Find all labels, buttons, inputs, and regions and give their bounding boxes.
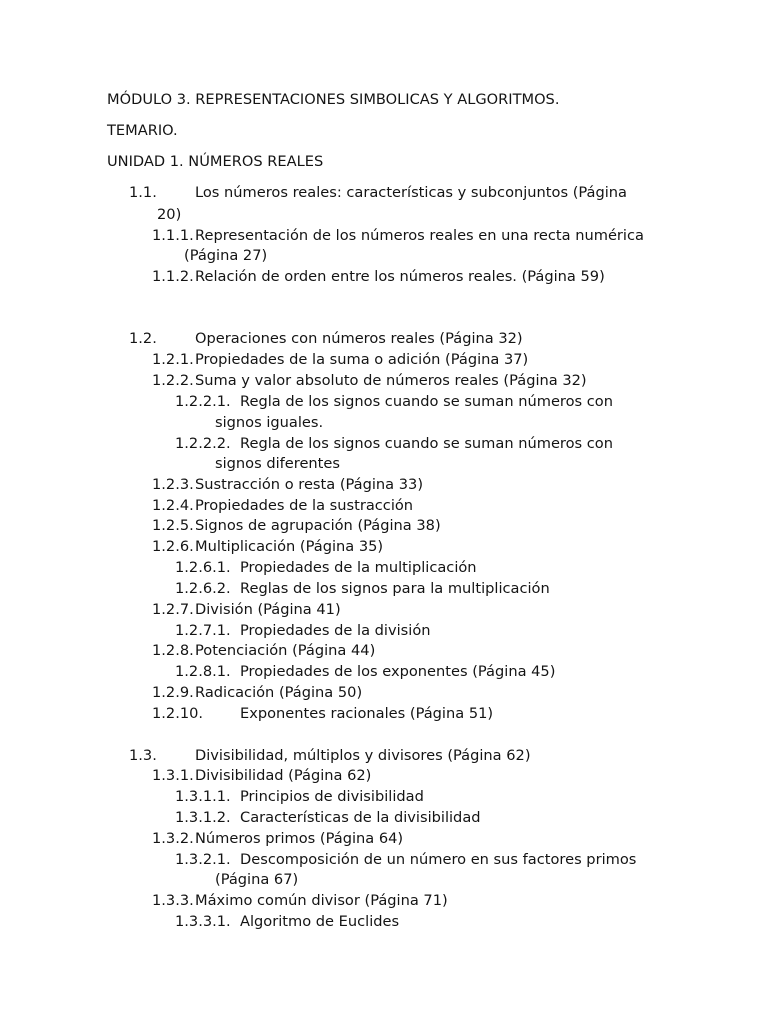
toc-number: 1.2.2.2.: [175, 435, 231, 452]
toc-entry: [152, 641, 692, 661]
toc-number: 1.3.2.1.: [175, 851, 231, 868]
toc-number: 1.3.3.: [152, 892, 194, 909]
toc-number: 1.2.: [129, 330, 157, 347]
toc-number: 1.2.3.: [152, 476, 194, 493]
toc-text: Máximo común divisor (Página 71): [195, 892, 448, 909]
toc-text: Números primos (Página 64): [195, 830, 404, 847]
toc-entry: [152, 267, 692, 287]
toc-entry: [129, 329, 689, 349]
toc-text: Descomposición de un número en sus factores primos: [240, 851, 637, 868]
toc-text: Reglas de los signos para la multiplicación: [240, 580, 550, 597]
toc-entry: [152, 496, 692, 516]
toc-number: 1.2.7.1.: [175, 622, 231, 639]
toc-number: 1.2.1.: [152, 351, 194, 368]
toc-entry: [152, 371, 692, 391]
toc-entry: [152, 600, 692, 620]
toc-number: 1.2.2.1.: [175, 393, 231, 410]
toc-text: Regla de los signos cuando se suman números con: [240, 435, 613, 452]
toc-number: 1.2.6.: [152, 538, 194, 555]
toc-entry: [175, 787, 675, 807]
toc-text: Propiedades de la suma o adición (Página 37): [195, 351, 529, 368]
toc-entry: [152, 766, 692, 786]
toc-number: 1.3.1.: [152, 767, 194, 784]
toc-text: Propiedades de la sustracción: [195, 497, 414, 514]
toc-number: 1.2.6.1.: [175, 559, 231, 576]
toc-number: 1.2.8.: [152, 642, 194, 659]
toc-number: 1.2.9.: [152, 684, 194, 701]
toc-text: Principios de divisibilidad: [240, 788, 424, 805]
toc-number: 1.3.1.1.: [175, 788, 231, 805]
toc-entry: [175, 392, 675, 412]
toc-text: Divisibilidad (Página 62): [195, 767, 372, 784]
toc-number: 1.3.2.: [152, 830, 194, 847]
toc-entry: [175, 662, 675, 682]
module-title: MÓDULO 3. REPRESENTACIONES SIMBOLICAS Y ALGORITMOS.: [107, 91, 560, 108]
toc-number: 1.3.: [129, 747, 157, 764]
toc-entry: [152, 537, 692, 557]
toc-entry: [152, 475, 692, 495]
toc-number: 1.1.1.: [152, 227, 194, 244]
toc-entry: [152, 226, 692, 246]
toc-number: 1.2.8.1.: [175, 663, 231, 680]
toc-entry: [152, 829, 692, 849]
toc-entry: [175, 621, 675, 641]
toc-entry: [152, 891, 692, 911]
toc-text: Algoritmo de Euclides: [240, 913, 400, 930]
toc-text: Multiplicación (Página 35): [195, 538, 384, 555]
toc-continuation: (Página 67): [215, 871, 299, 888]
toc-text: Regla de los signos cuando se suman números con: [240, 393, 613, 410]
toc-entry: [175, 579, 675, 599]
toc-entry: [152, 704, 692, 724]
toc-text: Propiedades de los exponentes (Página 45): [240, 663, 556, 680]
toc-text: Suma y valor absoluto de números reales (Página 32): [195, 372, 587, 389]
toc-text: Divisibilidad, múltiplos y divisores (Página 62): [195, 747, 531, 764]
toc-text: Potenciación (Página 44): [195, 642, 376, 659]
toc-entry: [152, 516, 692, 536]
toc-text: Características de la divisibilidad: [240, 809, 481, 826]
toc-number: 1.2.4.: [152, 497, 194, 514]
toc-text: Signos de agrupación (Página 38): [195, 517, 441, 534]
toc-entry: [152, 350, 692, 370]
toc-text: Exponentes racionales (Página 51): [240, 705, 494, 722]
toc-entry: [175, 850, 675, 870]
toc-entry: [175, 808, 675, 828]
toc-number: 1.1.2.: [152, 268, 194, 285]
toc-text: Operaciones con números reales (Página 32): [195, 330, 523, 347]
toc-text: Relación de orden entre los números reales. (Página 59): [195, 268, 605, 285]
toc-text: Radicación (Página 50): [195, 684, 363, 701]
toc-number: 1.1.: [129, 184, 157, 201]
toc-number: 1.3.3.1.: [175, 913, 231, 930]
toc-number: 1.2.10.: [152, 705, 204, 722]
toc-continuation: 20): [157, 206, 182, 223]
syllabus-label: TEMARIO.: [107, 122, 178, 139]
toc-text: División (Página 41): [195, 601, 341, 618]
toc-entry: [175, 912, 675, 932]
toc-number: 1.2.7.: [152, 601, 194, 618]
toc-number: 1.2.2.: [152, 372, 194, 389]
toc-continuation: (Página 27): [184, 247, 268, 264]
toc-number: 1.2.6.2.: [175, 580, 231, 597]
toc-text: Los números reales: características y subconjuntos (Página: [195, 184, 627, 201]
toc-text: Propiedades de la multiplicación: [240, 559, 477, 576]
toc-entry: [129, 746, 689, 766]
toc-text: Propiedades de la división: [240, 622, 431, 639]
unit-title: UNIDAD 1. NÚMEROS REALES: [107, 153, 324, 170]
toc-entry: [129, 183, 689, 203]
toc-continuation: signos iguales.: [215, 414, 324, 431]
toc-entry: [175, 558, 675, 578]
toc-entry: [152, 683, 692, 703]
toc-text: Representación de los números reales en una recta numérica: [195, 227, 644, 244]
toc-number: 1.3.1.2.: [175, 809, 231, 826]
toc-text: Sustracción o resta (Página 33): [195, 476, 424, 493]
toc-continuation: signos diferentes: [215, 455, 340, 472]
toc-entry: [175, 434, 675, 454]
toc-number: 1.2.5.: [152, 517, 194, 534]
